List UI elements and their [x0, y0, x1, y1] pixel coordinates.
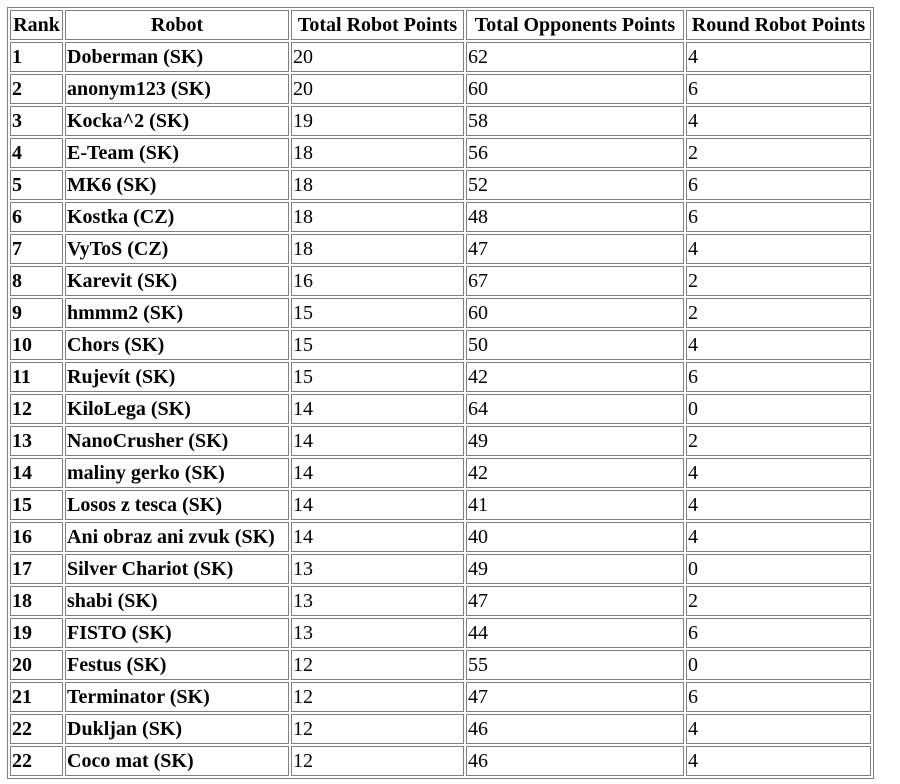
total-robot-points-cell: 13: [291, 554, 464, 584]
robot-cell: hmmm2 (SK): [65, 298, 289, 328]
table-row: [10, 682, 871, 712]
total-opponents-points-cell: 62: [466, 42, 684, 72]
total-opponents-points-cell: 47: [466, 682, 684, 712]
total-robot-points-cell: 20: [291, 42, 464, 72]
robot-cell: Karevit (SK): [65, 266, 289, 296]
robot-cell: VyToS (CZ): [65, 234, 289, 264]
round-robot-points-cell: 2: [686, 266, 871, 296]
total-opponents-points-cell: 60: [466, 298, 684, 328]
rank-cell: 5: [10, 170, 63, 200]
total-robot-points-cell: 14: [291, 426, 464, 456]
rank-cell: 19: [10, 618, 63, 648]
table-row: [10, 202, 871, 232]
round-robot-points-cell: 0: [686, 394, 871, 424]
round-robot-points-cell: 6: [686, 202, 871, 232]
rank-cell: 7: [10, 234, 63, 264]
robot-cell: MK6 (SK): [65, 170, 289, 200]
robot-cell: Coco mat (SK): [65, 746, 289, 776]
round-robot-points-cell: 4: [686, 746, 871, 776]
total-opponents-points-cell: 48: [466, 202, 684, 232]
round-robot-points-cell: 6: [686, 362, 871, 392]
round-robot-points-cell: 2: [686, 426, 871, 456]
total-opponents-points-cell: 47: [466, 234, 684, 264]
robot-cell: Kostka (CZ): [65, 202, 289, 232]
total-opponents-points-cell: 67: [466, 266, 684, 296]
rank-cell: 18: [10, 586, 63, 616]
total-robot-points-cell: 12: [291, 746, 464, 776]
rank-cell: 21: [10, 682, 63, 712]
rank-cell: 4: [10, 138, 63, 168]
total-robot-points-cell: 13: [291, 618, 464, 648]
round-robot-points-cell: 4: [686, 522, 871, 552]
table-row: [10, 714, 871, 744]
round-robot-points-cell: 4: [686, 330, 871, 360]
table-row: [10, 554, 871, 584]
rank-cell: 17: [10, 554, 63, 584]
robot-cell: Rujevít (SK): [65, 362, 289, 392]
total-opponents-points-cell: 60: [466, 74, 684, 104]
total-opponents-points-cell: 44: [466, 618, 684, 648]
table-row: [10, 298, 871, 328]
total-robot-points-cell: 14: [291, 394, 464, 424]
total-robot-points-cell: 14: [291, 490, 464, 520]
total-robot-points-cell: 15: [291, 362, 464, 392]
total-opponents-points-cell: 49: [466, 554, 684, 584]
rank-cell: 8: [10, 266, 63, 296]
total-robot-points-cell: 12: [291, 650, 464, 680]
table-row: [10, 618, 871, 648]
rank-cell: 14: [10, 458, 63, 488]
round-robot-points-cell: 6: [686, 74, 871, 104]
total-opponents-points-cell: 41: [466, 490, 684, 520]
robot-cell: KiloLega (SK): [65, 394, 289, 424]
robot-cell: Dukljan (SK): [65, 714, 289, 744]
robot-cell: Silver Chariot (SK): [65, 554, 289, 584]
rank-cell: 22: [10, 746, 63, 776]
rank-cell: 9: [10, 298, 63, 328]
header-row: [10, 10, 871, 40]
total-robot-points-cell: 13: [291, 586, 464, 616]
table-row: [10, 106, 871, 136]
robot-cell: Chors (SK): [65, 330, 289, 360]
table-row: [10, 458, 871, 488]
total-opponents-points-cell: 42: [466, 458, 684, 488]
table-row: [10, 394, 871, 424]
total-opponents-points-cell: 47: [466, 586, 684, 616]
round-robot-points-cell: 0: [686, 554, 871, 584]
rank-cell: 13: [10, 426, 63, 456]
total-robot-points-cell: 18: [291, 138, 464, 168]
round-robot-points-cell: 0: [686, 650, 871, 680]
total-robot-points-cell: 14: [291, 458, 464, 488]
rank-cell: 11: [10, 362, 63, 392]
round-robot-points-cell: 2: [686, 586, 871, 616]
rank-cell: 16: [10, 522, 63, 552]
rank-cell: 3: [10, 106, 63, 136]
rank-cell: 22: [10, 714, 63, 744]
total-opponents-points-cell: 55: [466, 650, 684, 680]
table-row: [10, 42, 871, 72]
robot-cell: Kocka^2 (SK): [65, 106, 289, 136]
total-robot-points-cell: 14: [291, 522, 464, 552]
total-opponents-points-cell: 64: [466, 394, 684, 424]
round-robot-points-cell: 4: [686, 106, 871, 136]
total-opponents-points-cell: 58: [466, 106, 684, 136]
robot-cell: Ani obraz ani zvuk (SK): [65, 522, 289, 552]
rank-cell: 10: [10, 330, 63, 360]
header-total-opponents-points: Total Opponents Points: [466, 10, 684, 40]
robot-cell: anonym123 (SK): [65, 74, 289, 104]
table-row: [10, 490, 871, 520]
header-total-robot-points: Total Robot Points: [291, 10, 464, 40]
round-robot-points-cell: 2: [686, 298, 871, 328]
total-robot-points-cell: 18: [291, 170, 464, 200]
rank-cell: 20: [10, 650, 63, 680]
header-robot: Robot: [65, 10, 289, 40]
table-row: [10, 138, 871, 168]
total-robot-points-cell: 18: [291, 234, 464, 264]
table-row: [10, 330, 871, 360]
round-robot-points-cell: 4: [686, 458, 871, 488]
table-row: [10, 650, 871, 680]
round-robot-points-cell: 6: [686, 682, 871, 712]
rank-cell: 6: [10, 202, 63, 232]
total-opponents-points-cell: 49: [466, 426, 684, 456]
round-robot-points-cell: 4: [686, 714, 871, 744]
robot-cell: Losos z tesca (SK): [65, 490, 289, 520]
results-table: [7, 7, 874, 779]
robot-cell: shabi (SK): [65, 586, 289, 616]
round-robot-points-cell: 6: [686, 618, 871, 648]
total-robot-points-cell: 15: [291, 298, 464, 328]
total-opponents-points-cell: 46: [466, 746, 684, 776]
robot-cell: maliny gerko (SK): [65, 458, 289, 488]
round-robot-points-cell: 4: [686, 490, 871, 520]
table-row: [10, 266, 871, 296]
table-row: [10, 522, 871, 552]
robot-cell: NanoCrusher (SK): [65, 426, 289, 456]
total-robot-points-cell: 16: [291, 266, 464, 296]
robot-cell: Festus (SK): [65, 650, 289, 680]
rank-cell: 12: [10, 394, 63, 424]
robot-cell: Doberman (SK): [65, 42, 289, 72]
table-row: [10, 170, 871, 200]
robot-cell: FISTO (SK): [65, 618, 289, 648]
total-robot-points-cell: 12: [291, 682, 464, 712]
table-row: [10, 586, 871, 616]
round-robot-points-cell: 6: [686, 170, 871, 200]
rank-cell: 1: [10, 42, 63, 72]
round-robot-points-cell: 2: [686, 138, 871, 168]
rank-cell: 2: [10, 74, 63, 104]
total-opponents-points-cell: 42: [466, 362, 684, 392]
total-opponents-points-cell: 56: [466, 138, 684, 168]
total-opponents-points-cell: 52: [466, 170, 684, 200]
header-round-robot-points: Round Robot Points: [686, 10, 871, 40]
total-robot-points-cell: 12: [291, 714, 464, 744]
table-body: [10, 42, 871, 776]
header-rank: Rank: [10, 10, 63, 40]
round-robot-points-cell: 4: [686, 42, 871, 72]
total-opponents-points-cell: 50: [466, 330, 684, 360]
table-row: [10, 746, 871, 776]
table-row: [10, 74, 871, 104]
total-robot-points-cell: 20: [291, 74, 464, 104]
robot-cell: E-Team (SK): [65, 138, 289, 168]
table-row: [10, 362, 871, 392]
rank-cell: 15: [10, 490, 63, 520]
total-robot-points-cell: 15: [291, 330, 464, 360]
total-opponents-points-cell: 40: [466, 522, 684, 552]
robot-cell: Terminator (SK): [65, 682, 289, 712]
total-robot-points-cell: 18: [291, 202, 464, 232]
total-robot-points-cell: 19: [291, 106, 464, 136]
table-row: [10, 234, 871, 264]
table-row: [10, 426, 871, 456]
total-opponents-points-cell: 46: [466, 714, 684, 744]
round-robot-points-cell: 4: [686, 234, 871, 264]
